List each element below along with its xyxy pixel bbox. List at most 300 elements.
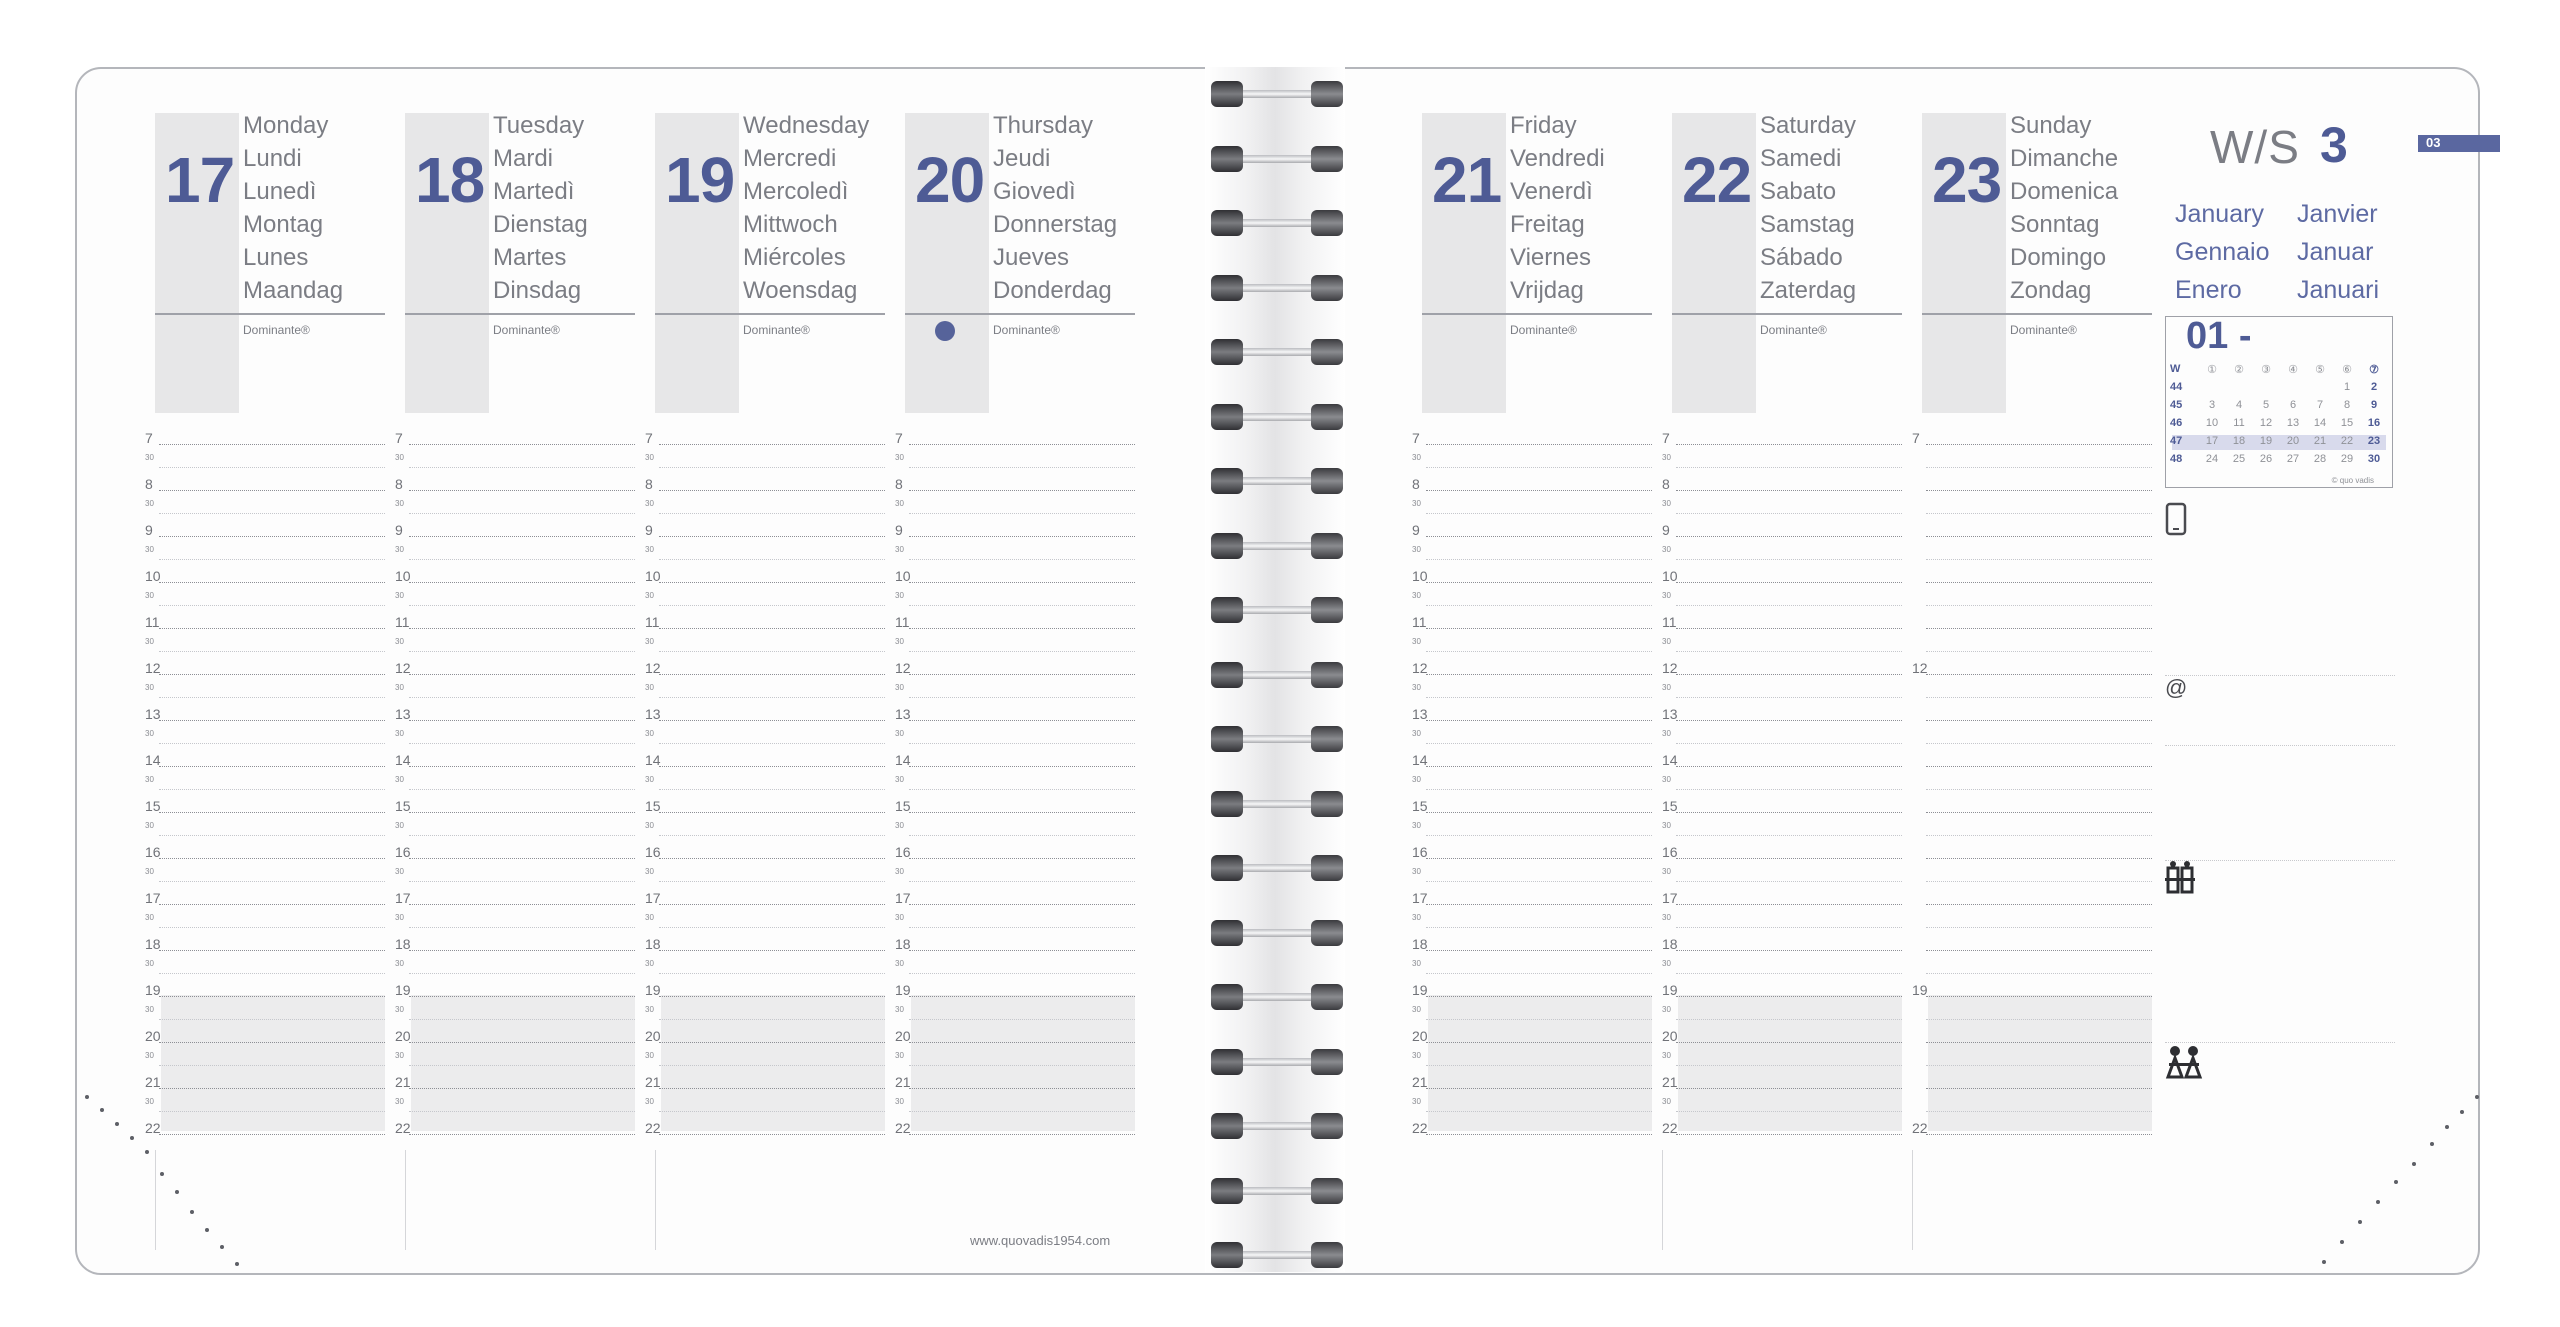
hour-row[interactable] [1662,1120,1902,1166]
hour-line [1926,582,2152,583]
hour-label: 7 [145,430,153,446]
hour-row[interactable] [1912,430,2152,476]
hour-row[interactable] [895,890,1135,936]
hour-row[interactable] [645,476,885,522]
hour-label: 21 [1662,1074,1678,1090]
half-hour-label: 30 [1412,821,1421,830]
hour-label: 12 [1662,660,1678,676]
spiral-ring [1211,978,1339,1016]
half-hour-label: 30 [895,545,904,554]
hour-row[interactable] [645,844,885,890]
hour-line [409,582,635,583]
half-hour-line [1426,789,1652,790]
hour-row[interactable] [1662,752,1902,798]
column-divider [405,1150,406,1250]
day-column-friday [1412,0,1652,1327]
hour-row[interactable] [1412,936,1652,982]
hour-grid[interactable] [1412,430,1652,1140]
hour-row[interactable] [895,568,1135,614]
day-header [905,113,1135,418]
hour-row[interactable] [645,614,885,660]
month-name: January [2175,200,2264,228]
day-name: Donnerstag [993,211,1118,238]
hour-row[interactable] [1922,844,2152,890]
hour-row[interactable] [145,476,385,522]
day-cell: 1 [2343,381,2351,393]
half-hour-line [1676,697,1902,698]
half-hour-line [409,881,635,882]
hour-label: 20 [395,1028,411,1044]
half-hour-label: 30 [145,959,154,968]
hour-row[interactable] [895,982,1135,1028]
hour-grid[interactable] [1662,430,1902,1140]
hour-row[interactable] [1912,982,2152,1028]
hour-line [409,950,635,951]
day-name: Maandag [243,277,344,304]
hour-row[interactable] [1412,798,1652,844]
hour-row[interactable] [1922,706,2152,752]
hour-row[interactable] [395,1074,635,1120]
day-names [243,109,343,307]
hour-grid[interactable] [395,430,635,1140]
day-name: Jueves [993,244,1070,271]
half-hour-label: 30 [645,913,654,922]
hour-line [1926,950,2152,951]
hour-row[interactable] [395,522,635,568]
day-number: 21 [1432,144,1502,216]
half-hour-line [409,1111,635,1112]
half-hour-line [909,881,1135,882]
hour-row[interactable] [645,982,885,1028]
half-hour-label: 30 [1412,499,1421,508]
hour-label: 12 [395,660,411,676]
half-hour-label: 30 [145,1097,154,1106]
hour-row[interactable] [145,430,385,476]
spiral-ring [1211,75,1339,113]
half-hour-label: 30 [145,867,154,876]
hour-line [409,1042,635,1043]
hour-line [409,536,635,537]
half-hour-line [659,881,885,882]
hour-line [659,1088,885,1089]
perforation-dot [175,1190,179,1194]
hour-row[interactable] [395,890,635,936]
half-hour-line [659,467,885,468]
hour-row[interactable] [1662,982,1902,1028]
half-hour-line [1426,467,1652,468]
header-rule [1672,313,1902,315]
hour-row[interactable] [395,476,635,522]
half-hour-line [409,789,635,790]
half-hour-line [1926,467,2152,468]
half-hour-label: 30 [1412,591,1421,600]
hour-line [909,1088,1135,1089]
hour-line [1926,1088,2152,1089]
hour-row[interactable] [1662,476,1902,522]
hour-row[interactable] [1662,430,1902,476]
hour-row[interactable] [1662,890,1902,936]
hour-label: 20 [1662,1028,1678,1044]
day-cell: 11 [2233,417,2245,429]
hour-label: 19 [145,982,161,998]
half-hour-label: 30 [395,453,404,462]
hour-row[interactable] [395,1028,635,1074]
hour-row[interactable] [1912,660,2152,706]
half-hour-label: 30 [895,453,904,462]
hour-label: 9 [645,522,653,538]
hour-row[interactable] [895,660,1135,706]
half-hour-label: 30 [645,499,654,508]
hour-grid[interactable] [145,430,385,1140]
hour-label: 11 [645,614,660,630]
hour-row[interactable] [395,430,635,476]
half-hour-line [1426,1019,1652,1020]
hour-row[interactable] [895,430,1135,476]
hour-row[interactable] [1922,752,2152,798]
hour-row[interactable] [1412,614,1652,660]
hour-row[interactable] [1922,936,2152,982]
hour-row[interactable] [145,614,385,660]
hour-line [659,858,885,859]
hour-row[interactable] [1662,522,1902,568]
half-hour-label: 30 [1412,1051,1421,1060]
half-hour-line [409,835,635,836]
hour-row[interactable] [895,522,1135,568]
hour-row[interactable] [1922,568,2152,614]
header-rule [1422,313,1652,315]
hour-line [909,812,1135,813]
week-number-cell: 46 [2170,417,2183,429]
mini-calendar-header [2170,363,2388,380]
hour-row[interactable] [895,614,1135,660]
hour-line [409,444,635,445]
hour-line [1676,904,1902,905]
day-cell: 29 [2340,453,2354,465]
day-header [405,113,635,418]
day-name: Mercoledì [743,178,849,205]
half-hour-label: 30 [395,591,404,600]
half-hour-label: 30 [1662,1051,1671,1060]
hour-row[interactable] [1412,982,1652,1028]
hour-line [1676,720,1902,721]
half-hour-line [909,605,1135,606]
spiral-ring [1211,333,1339,371]
hour-row[interactable] [145,752,385,798]
hour-row[interactable] [145,1074,385,1120]
hour-label: 20 [895,1028,911,1044]
hour-row[interactable] [1412,1028,1652,1074]
hour-line [659,582,885,583]
hour-label: 13 [1412,706,1428,722]
hour-row[interactable] [1922,476,2152,522]
day-cell: 5 [2262,399,2270,411]
hour-row[interactable] [645,752,885,798]
hour-row[interactable] [895,844,1135,890]
hour-label: 22 [1412,1120,1428,1136]
day-name: Wednesday [743,112,870,139]
hour-row[interactable] [645,936,885,982]
half-hour-line [909,789,1135,790]
hour-label: 20 [645,1028,661,1044]
page-tab[interactable] [2418,135,2500,152]
day-header [1672,113,1902,418]
hour-line [1426,720,1652,721]
day-number: 22 [1682,144,1752,216]
hour-row[interactable] [1412,568,1652,614]
hour-row[interactable] [895,476,1135,522]
half-hour-line [1926,1111,2152,1112]
perforation-dot [2460,1110,2464,1114]
hour-line [909,766,1135,767]
hour-row[interactable] [1922,522,2152,568]
hour-row[interactable] [395,844,635,890]
day-name: Domingo [2010,244,2107,271]
hour-line [909,582,1135,583]
half-hour-line [1676,1065,1902,1066]
hour-row[interactable] [1662,798,1902,844]
half-hour-label: 30 [895,1097,904,1106]
hour-row[interactable] [645,660,885,706]
hour-row[interactable] [645,522,885,568]
hour-row[interactable] [1412,430,1652,476]
spiral-ring [1211,656,1339,694]
hour-row[interactable] [1662,936,1902,982]
hour-row[interactable] [895,1120,1135,1166]
half-hour-label: 30 [145,591,154,600]
hour-row[interactable] [395,614,635,660]
hour-line [409,1134,635,1135]
hour-row[interactable] [1922,614,2152,660]
half-hour-label: 30 [645,453,654,462]
hour-label: 14 [145,752,161,768]
hour-row[interactable] [145,982,385,1028]
hour-line [659,996,885,997]
hour-label: 18 [895,936,911,952]
half-hour-line [409,605,635,606]
hour-label: 22 [895,1120,911,1136]
hour-row[interactable] [1412,1120,1652,1166]
hour-line [159,490,385,491]
hour-row[interactable] [1662,1074,1902,1120]
day-name: Mardi [493,145,554,172]
day-name: Sonntag [2010,211,2100,238]
perforation-dot [2412,1162,2416,1166]
day-name: Dimanche [2010,145,2119,172]
hour-row[interactable] [645,1074,885,1120]
half-hour-line [909,1019,1135,1020]
half-hour-label: 30 [645,1051,654,1060]
hour-row[interactable] [395,982,635,1028]
hour-grid[interactable] [895,430,1135,1140]
half-hour-line [1426,1111,1652,1112]
hour-row[interactable] [1662,614,1902,660]
notes-line [2165,860,2395,861]
half-hour-line [1676,881,1902,882]
hour-label: 13 [895,706,911,722]
half-hour-line [1676,743,1902,744]
hour-row[interactable] [645,890,885,936]
hour-label: 10 [1412,568,1428,584]
hour-row[interactable] [1922,1028,2152,1074]
hour-row[interactable] [1412,522,1652,568]
perforation-dot [2394,1180,2398,1184]
hour-row[interactable] [395,1120,635,1166]
hour-row[interactable] [395,752,635,798]
day-cell: 24 [2205,453,2219,465]
hour-row[interactable] [395,706,635,752]
column-divider [1912,1150,1913,1250]
hour-row[interactable] [395,798,635,844]
day-column-thursday [895,0,1135,1327]
hour-row[interactable] [145,660,385,706]
hour-row[interactable] [1662,660,1902,706]
hour-label: 19 [1662,982,1678,998]
hour-row[interactable] [895,798,1135,844]
hour-row[interactable] [1912,1120,2152,1166]
half-hour-line [1676,467,1902,468]
half-hour-label: 30 [1662,821,1671,830]
hour-line [159,1042,385,1043]
hour-row[interactable] [1922,1074,2152,1120]
day-name: Miércoles [743,244,846,271]
hour-label: 12 [1912,660,1928,676]
spiral-ring [1211,720,1339,758]
hour-row[interactable] [395,936,635,982]
hour-line [159,444,385,445]
hour-row[interactable] [145,568,385,614]
hour-line [159,996,385,997]
half-hour-label: 30 [395,1097,404,1106]
half-hour-line [409,1065,635,1066]
hour-row[interactable] [1412,660,1652,706]
day-names [493,109,588,307]
hour-line [659,904,885,905]
hour-row[interactable] [645,430,885,476]
hour-row[interactable] [645,1028,885,1074]
hour-line [159,812,385,813]
half-hour-line [1926,743,2152,744]
half-hour-line [159,651,385,652]
half-hour-label: 30 [1412,729,1421,738]
perforation-dot [2376,1200,2380,1204]
hour-row[interactable] [1662,844,1902,890]
hour-row[interactable] [145,890,385,936]
hour-row[interactable] [895,1028,1135,1074]
hour-label: 7 [1912,430,1920,446]
half-hour-line [659,1065,885,1066]
hour-row[interactable] [1662,706,1902,752]
hour-row[interactable] [1412,476,1652,522]
hour-line [1676,490,1902,491]
hour-row[interactable] [645,568,885,614]
hour-line [659,720,885,721]
day-name: Giovedì [993,178,1076,205]
hour-row[interactable] [895,752,1135,798]
day-cell: 18 [2232,435,2246,447]
spiral-ring [1211,591,1339,629]
hour-row[interactable] [395,660,635,706]
spiral-binding [1205,67,1345,1272]
hour-label: 12 [645,660,661,676]
hour-label: 15 [1412,798,1428,814]
hour-row[interactable] [145,1028,385,1074]
hour-row[interactable] [1412,752,1652,798]
hour-line [909,950,1135,951]
hour-label: 9 [1412,522,1420,538]
day-name: Venerdì [1510,178,1593,205]
hour-row[interactable] [395,568,635,614]
hour-label: 22 [1912,1120,1928,1136]
hour-row[interactable] [1412,1074,1652,1120]
half-hour-label: 30 [645,683,654,692]
hour-label: 21 [145,1074,161,1090]
day-name: Jeudi [993,145,1051,172]
hour-label: 11 [1662,614,1677,630]
hour-row[interactable] [645,798,885,844]
hour-row[interactable] [145,1120,385,1166]
hour-row[interactable] [645,706,885,752]
hour-line [409,766,635,767]
hour-line [1926,766,2152,767]
half-hour-line [659,973,885,974]
hour-line [659,950,885,951]
hour-line [1426,904,1652,905]
half-hour-line [159,743,385,744]
hour-grid[interactable] [645,430,885,1140]
half-hour-line [159,1019,385,1020]
kids-icon [2165,1045,2203,1086]
hour-row[interactable] [895,706,1135,752]
hour-label: 14 [395,752,411,768]
hour-row[interactable] [145,706,385,752]
half-hour-line [909,697,1135,698]
hour-label: 7 [395,430,403,446]
hour-line [409,628,635,629]
hour-row[interactable] [145,844,385,890]
hour-row[interactable] [1662,568,1902,614]
hour-line [909,720,1135,721]
hour-row[interactable] [1412,706,1652,752]
hour-row[interactable] [145,936,385,982]
hour-label: 16 [895,844,911,860]
hour-row[interactable] [1412,890,1652,936]
hour-grid-sunday[interactable] [1912,430,2152,1140]
brand-footer: Dominante® [743,323,810,337]
hour-row[interactable] [1412,844,1652,890]
hour-label: 8 [1412,476,1420,492]
hour-row[interactable] [1662,1028,1902,1074]
hour-row[interactable] [645,1120,885,1166]
header-rule [1922,313,2152,315]
website-url: www.quovadis1954.com [970,1233,1111,1248]
half-hour-label: 30 [895,1051,904,1060]
hour-label: 7 [1662,430,1670,446]
half-hour-line [1676,651,1902,652]
day-header [155,113,385,418]
hour-row[interactable] [145,798,385,844]
half-hour-line [159,697,385,698]
hour-line [159,1088,385,1089]
hour-row[interactable] [1922,890,2152,936]
half-hour-line [1676,513,1902,514]
hour-row[interactable] [895,936,1135,982]
month-name: Januari [2297,276,2379,304]
hour-row[interactable] [145,522,385,568]
day-name: Saturday [1760,112,1857,139]
hour-line [1926,720,2152,721]
hour-row[interactable] [1922,798,2152,844]
hour-row[interactable] [895,1074,1135,1120]
